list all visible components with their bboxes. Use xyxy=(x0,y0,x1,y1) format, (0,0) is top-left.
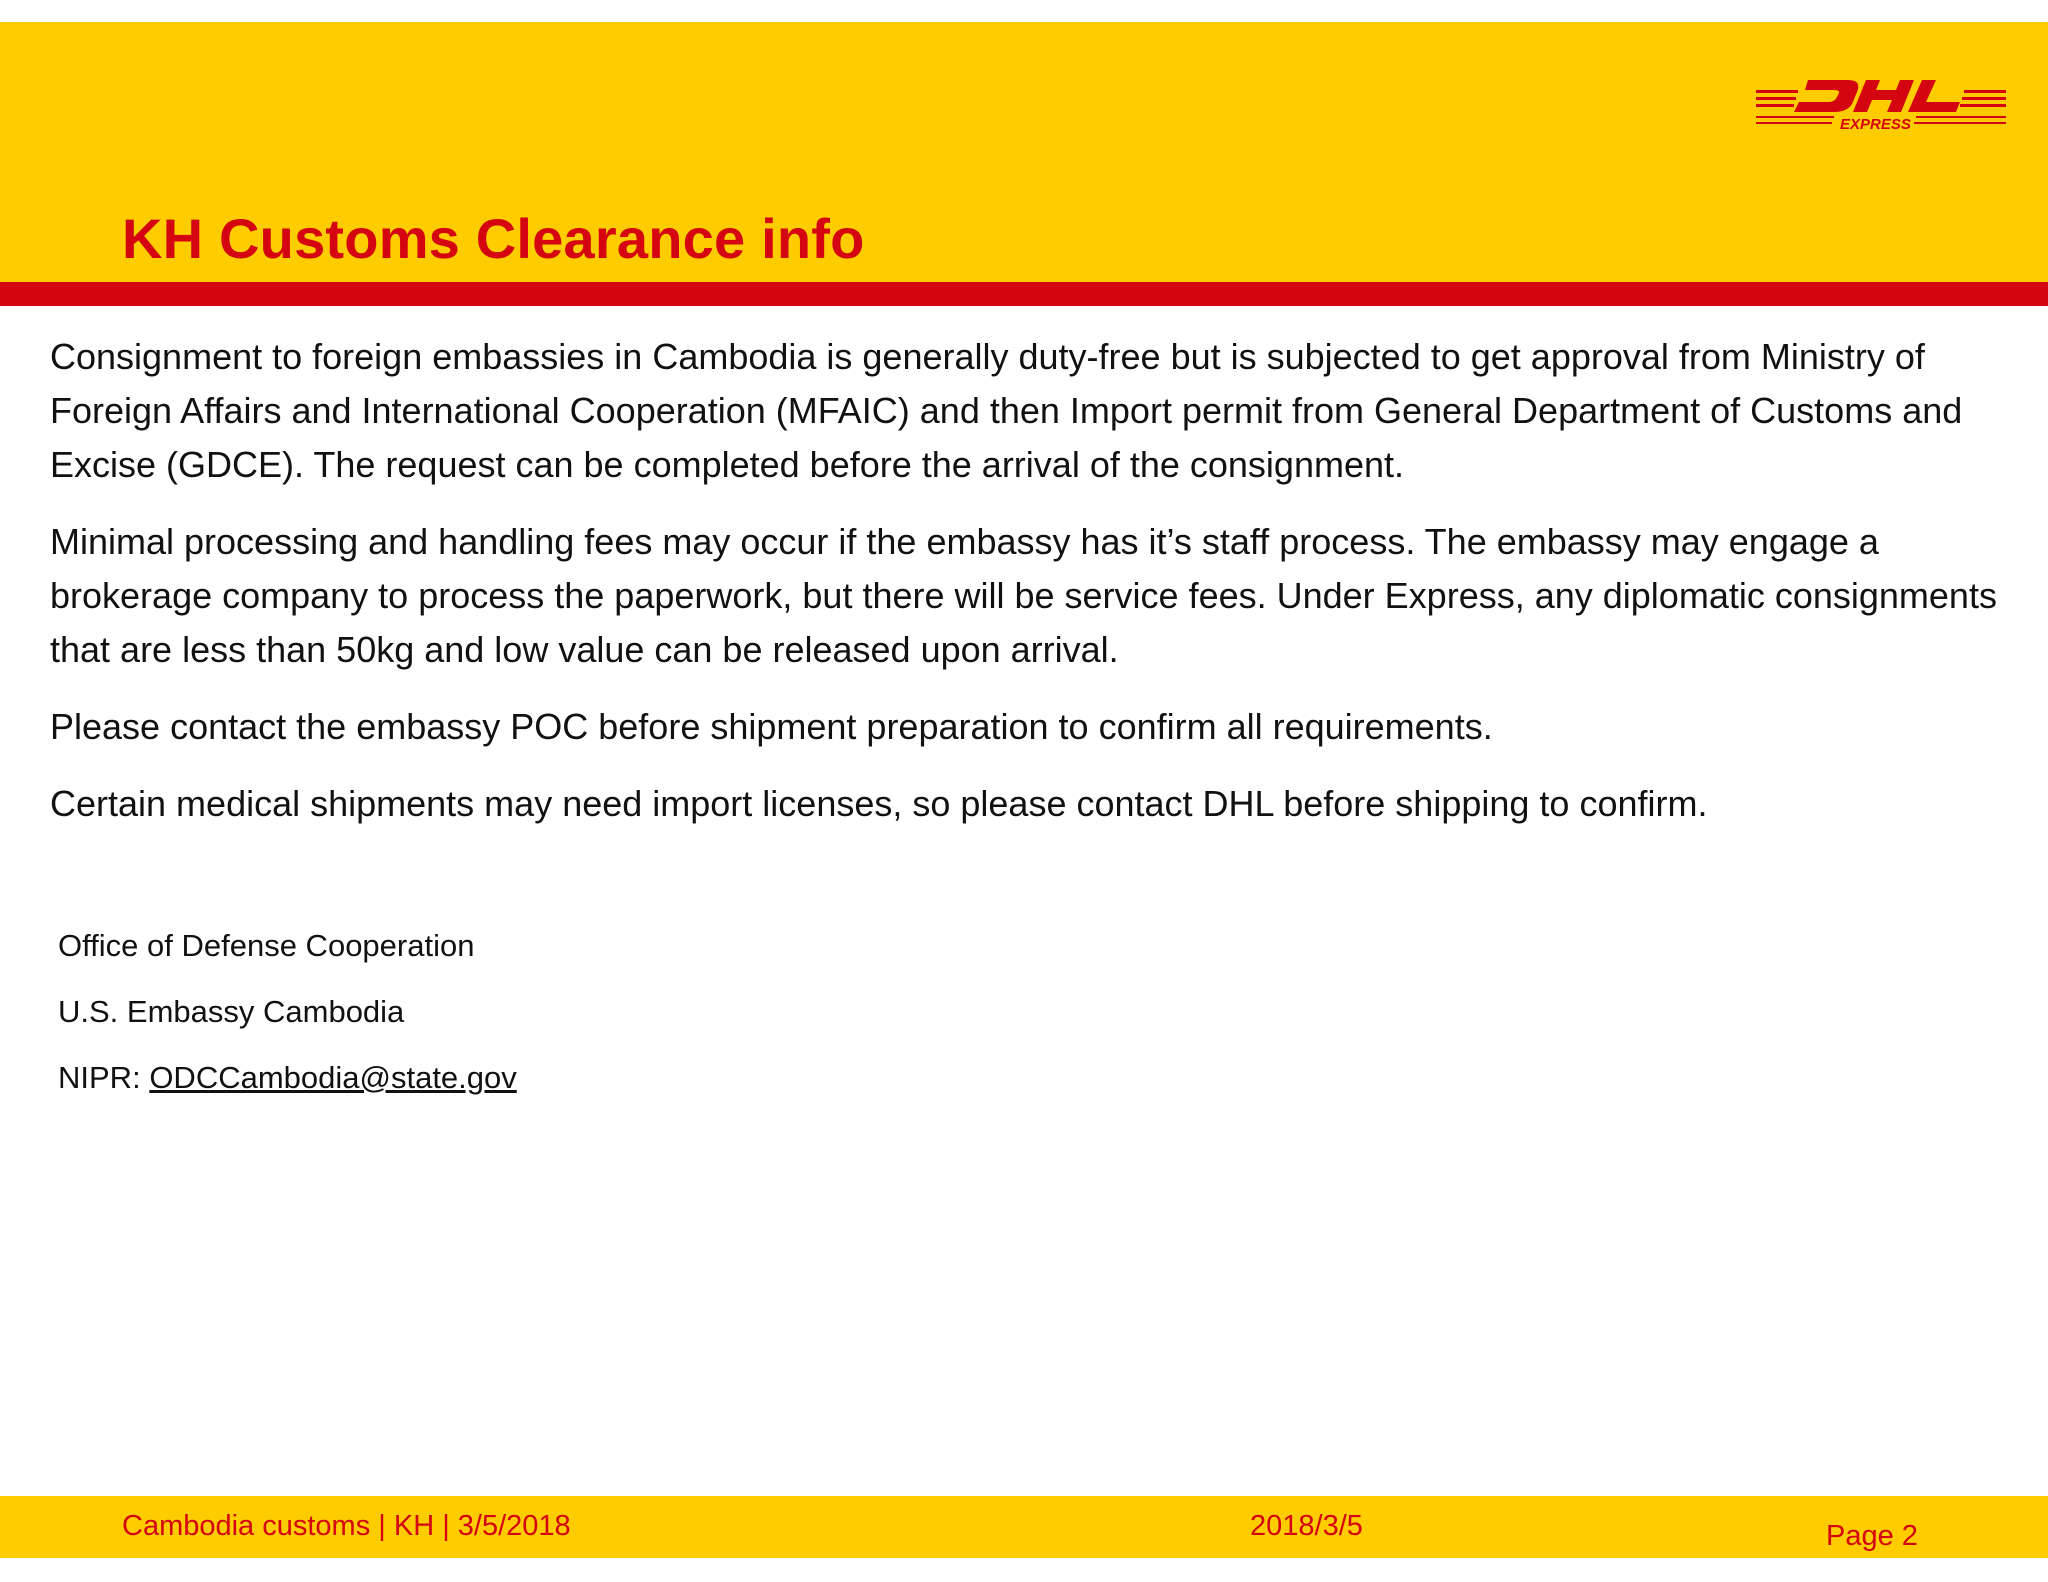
logo-subtext: EXPRESS xyxy=(1840,116,1911,133)
footer-date: 2018/3/5 xyxy=(1250,1510,1363,1542)
paragraph-medical-shipments: Certain medical shipments may need import licenses, so please contact DHL before shipping to confirm. xyxy=(50,783,1708,824)
header-band xyxy=(0,22,2048,282)
page-number: Page 2 xyxy=(1826,1520,1918,1552)
page-title: KH Customs Clearance info xyxy=(122,207,865,270)
contact-block xyxy=(58,924,517,1122)
contact-office: Office of Defense Cooperation xyxy=(58,928,475,963)
main-content xyxy=(50,330,2010,854)
paragraph-processing-fees: Minimal processing and handling fees may occur if the embassy has it’s staff process. The embassy may engage a brokerage company to process the paperwork, but there will be service fees. Under Express, any diplomatic consignments that are less than 50kg and low value can be released upon arrival. xyxy=(50,521,1997,670)
nipr-label: NIPR: xyxy=(58,1060,141,1095)
contact-embassy: U.S. Embassy Cambodia xyxy=(58,994,405,1029)
footer-document-info: Cambodia customs | KH | 3/5/2018 xyxy=(122,1510,571,1542)
paragraph-contact-poc: Please contact the embassy POC before shipment preparation to confirm all requirements. xyxy=(50,706,1493,747)
dhl-express-logo-icon xyxy=(1756,74,2006,144)
email-link[interactable]: ODCCambodia@state.gov xyxy=(149,1060,517,1095)
paragraph-embassy-approval: Consignment to foreign embassies in Cambodia is generally duty-free but is subjected to get approval from Ministry of Foreign Affairs and International Cooperation (MFAIC) and then Import permit from General Department of Customs and Excise (GDCE). The request can be completed before the arrival of the consignment. xyxy=(50,336,1963,485)
header-red-stripe xyxy=(0,282,2048,306)
contact-nipr xyxy=(58,1056,517,1122)
footer-band xyxy=(0,1496,2048,1558)
